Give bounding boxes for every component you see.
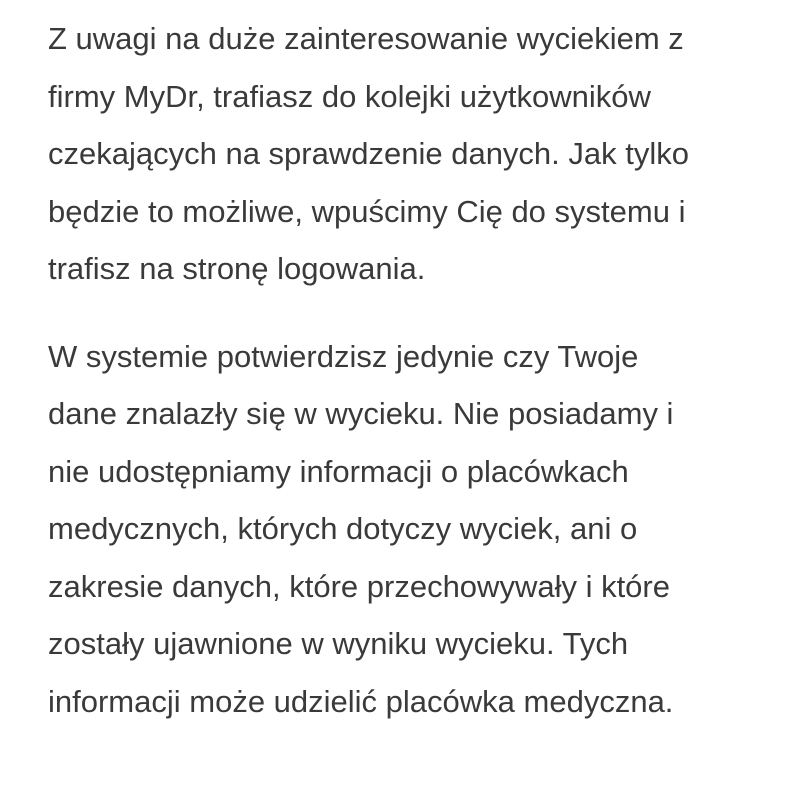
text-line: Z uwagi na duże zainteresowanie wyciekiem z [48, 21, 684, 56]
text-line: informacji może udzielić placówka medyczna. [48, 683, 674, 719]
text-line: nie udostępniamy informacji o placówkach [48, 453, 629, 489]
text-line: W systemie potwierdzisz jedynie czy Twoje [48, 338, 639, 374]
text-line: będzie to możliwe, wpuścimy Cię do systemu i [48, 193, 686, 229]
system-scope-paragraph [48, 328, 758, 731]
text-line: dane znalazły się w wycieku. Nie posiadamy i [48, 396, 674, 431]
text-line: medycznych, których dotyczy wyciek, ani o [48, 511, 638, 546]
text-line: zakresie danych, które przechowywały i które [48, 568, 670, 604]
info-text-container [48, 10, 758, 760]
text-line: zostały ujawnione w wyniku wycieku. Tych [48, 626, 629, 661]
queue-info-paragraph [48, 10, 758, 298]
text-line: czekających na sprawdzenie danych. Jak tylko [48, 136, 689, 171]
text-line: trafisz na stronę logowania. [48, 251, 426, 286]
text-line: firmy MyDr, trafiasz do kolejki użytkowników [48, 78, 651, 114]
